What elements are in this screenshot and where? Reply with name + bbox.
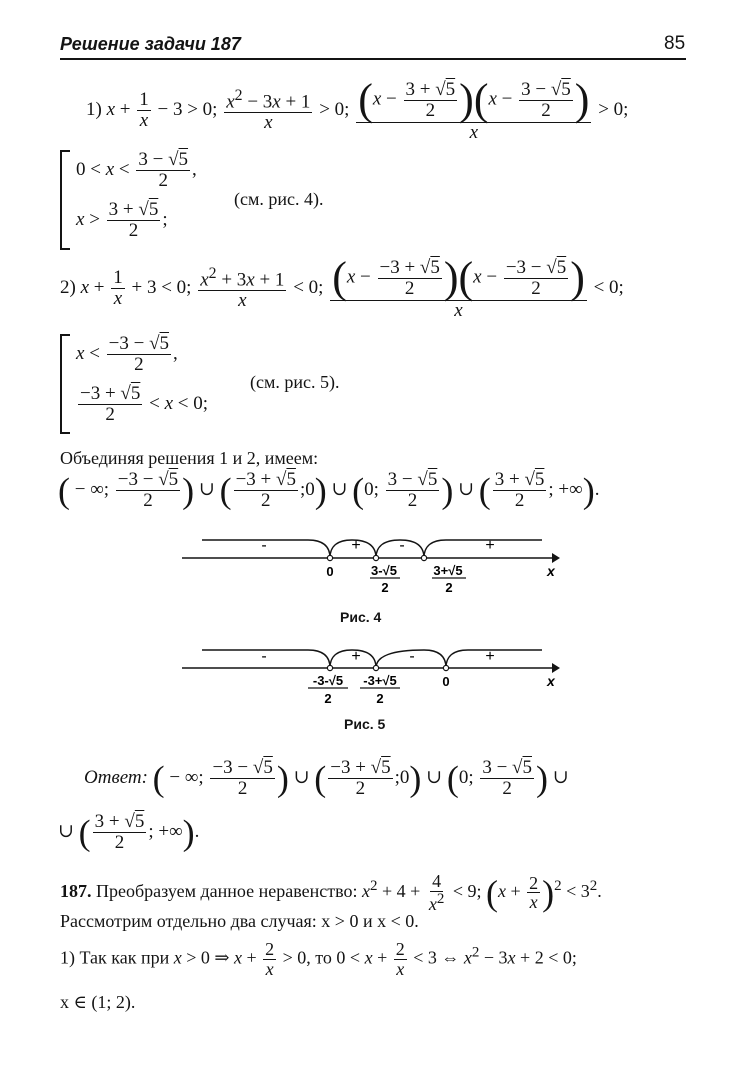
- problem187-line2: Рассмотрим отдельно два случая: x > 0 и x < 0.: [60, 911, 419, 931]
- fig5-axis-arrow: [552, 663, 560, 673]
- fig4-point-0: [327, 555, 332, 560]
- fig4-axis-label: x: [547, 563, 555, 579]
- fig5-sign-2: +: [351, 648, 361, 665]
- case2-system-bracket: [60, 334, 70, 434]
- case2-note: (см. рис. 5).: [250, 372, 340, 392]
- figure5-number-line: [180, 646, 560, 716]
- answer-line2: ∪ ( $\frac{3 + √5}{2}$ ; +∞).: [58, 811, 200, 853]
- case2-label: 2): [60, 276, 76, 298]
- case1-note: (см. рис. 4).: [234, 189, 324, 209]
- fig4-point-2: [421, 555, 426, 560]
- fig4-label-1-num: 3-√5: [371, 563, 397, 578]
- fig5-sign-1: -: [261, 648, 267, 665]
- header-rule: [60, 58, 686, 60]
- fig5-axis-label: x: [547, 673, 555, 689]
- fig4-label-0: 0: [326, 564, 334, 579]
- fig4-label-2-num: 3+√5: [433, 563, 463, 578]
- fig4-label-2-den: 2: [445, 580, 453, 595]
- fig4-point-1: [373, 555, 378, 560]
- fig5-label-2: 0: [442, 674, 450, 689]
- running-header-title: Решение задачи 187: [60, 34, 241, 54]
- problem187-line1: 187. Преобразуем данное неравенство: $x^2 + 4$ + $\frac{4}{x^2}$ < 9; (x + $\frac{2}{x}$ )$^2 < 3^2$.: [60, 871, 602, 914]
- case2-system-line1: x < $\frac{-3 - √5}{2}$ ,: [76, 333, 178, 375]
- fig5-point-0: [327, 665, 332, 670]
- page-number: 85: [664, 33, 686, 54]
- fig4-sign-1: -: [261, 537, 267, 554]
- fig4-sign-4: +: [485, 537, 495, 554]
- union-intro-text: Объединяя решения 1 и 2, имеем:: [60, 448, 319, 468]
- fig4-axis-arrow: [552, 553, 560, 563]
- fig5-sign-4: +: [485, 648, 495, 665]
- case1-system-bracket: [60, 150, 70, 250]
- case1-inequality-line: 1) x + $\frac{1}{x}$ − 3 > 0; $\frac{x^2 - 3x + 1}{x}$ > 0; (x − $\frac{3 + √5}{2}$ )(x − $\frac{3 - √5}{2}$ ) x > 0;: [86, 75, 629, 143]
- fig4-sign-2: +: [351, 537, 361, 554]
- problem-number: 187.: [60, 881, 92, 902]
- case1-system-line2: x > $\frac{3 + √5}{2}$ ;: [76, 199, 168, 241]
- problem187-line3: 1) Так как при x > 0 ⇒ x + $\frac{2}{x}$ > 0, то 0 < x + $\frac{2}{x}$ < 3 ⇔ $x^2 - 3x + 2 < 0$;: [60, 939, 577, 979]
- fig5-point-2: [443, 665, 448, 670]
- case2-system-line2: $\frac{-3 + √5}{2}$ < x < 0;: [80, 383, 209, 425]
- union-expression: ( − ∞; $\frac{-3 - √5}{2}$ ) ∪ ( $\frac{-3 + √5}{2}$ ;0) ∪ (0; $\frac{3 - √5}{2}$ ) ∪ ( $\frac{3 + √5}{2}$ ; +∞).: [58, 469, 600, 511]
- figure5-caption: Рис. 5: [344, 716, 386, 732]
- fig4-arc-4: [424, 540, 542, 558]
- figure4-caption: Рис. 4: [340, 609, 382, 625]
- problem187-line4: x ∈ (1; 2).: [60, 992, 136, 1012]
- fig5-label-0-num: -3-√5: [312, 673, 344, 688]
- fig4-label-1-den: 2: [381, 580, 389, 595]
- answer-line1: Ответ: ( − ∞; $\frac{-3 - √5}{2}$ ) ∪ ( $\frac{-3 + √5}{2}$ ;0) ∪ (0; $\frac{3 - √5}{2}$ ) ∪: [84, 757, 569, 799]
- fig5-label-1-den: 2: [376, 691, 384, 706]
- fig4-sign-3: -: [399, 537, 405, 554]
- figure4-number-line: [180, 530, 560, 610]
- fig5-label-0-den: 2: [324, 691, 332, 706]
- case1-system-line1: 0 < x < $\frac{3 - √5}{2}$ ,: [76, 149, 197, 191]
- fig5-point-1: [373, 665, 378, 670]
- case2-inequality-line: 2) x + $\frac{1}{x}$ + 3 < 0; $\frac{x^2 + 3x + 1}{x}$ < 0; (x − $\frac{-3 + √5}{2}$ )(x − $\frac{-3 - √5}{2}$ ) x < 0;: [60, 253, 624, 321]
- case1-label: 1): [86, 98, 102, 120]
- fig5-label-1-num: -3+√5: [363, 673, 397, 688]
- answer-label: Ответ:: [84, 766, 148, 788]
- fig5-sign-3: -: [409, 648, 415, 665]
